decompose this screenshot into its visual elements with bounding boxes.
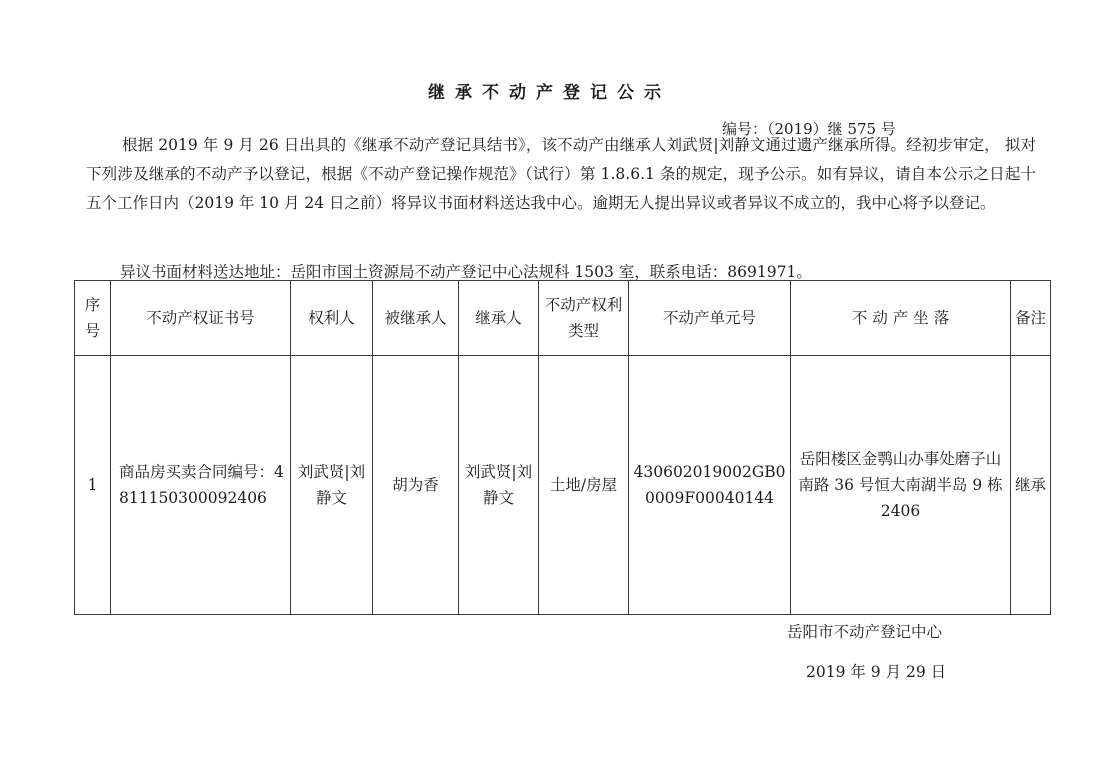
issue-date: 2019 年 9 月 29 日 [806,663,947,681]
header-note: 备注 [1011,281,1051,356]
header-seq: 序号 [75,281,111,356]
cell-certificate-number: 商品房买卖合同编号：4811150300092406 [111,356,291,615]
cell-right-type: 土地/房屋 [539,356,629,615]
cell-location: 岳阳楼区金鹗山办事处磨子山南路 36 号恒大南湖半岛 9 栋 2406 [791,356,1011,615]
header-unit-number: 不动产单元号 [629,281,791,356]
header-certificate-number: 不动产权证书号 [111,281,291,356]
cell-deceased: 胡为香 [373,356,459,615]
header-heir: 继承人 [459,281,539,356]
header-right-type: 不动产权利类型 [539,281,629,356]
table-row [75,356,1051,615]
issuing-organization: 岳阳市不动产登记中心 [787,623,943,641]
header-location: 不 动 产 坐 落 [791,281,1011,356]
header-deceased: 被继承人 [373,281,459,356]
notice-body-paragraph: 根据 2019 年 9 月 26 日出具的《继承不动产登记具结书》，该不动产由继承人刘武贤|刘静文通过遗产继承所得。经初步审定， 拟对下列涉及继承的不动产予以登记，根据《不动产登记操作规范》（试行）第 1.8.6.1 条的规定，现予公示。如有异议，请自本公示之日起十五个工作日内（2019 年 10 月 24 日之前）将异议书面材料送达我中心。逾期无人提出异议或者异议不成立的，我中心将予以登记。 [86,136,1036,212]
cell-heir: 刘武贤|刘静文 [459,356,539,615]
cell-note: 继承 [1011,356,1051,615]
cell-owner: 刘武贤|刘静文 [291,356,373,615]
notice-title: 继承不动产登记公示 [428,83,671,103]
registration-table [74,280,1051,615]
table-header-row [75,281,1051,356]
document-number: 编号：（2019）继 575 号 [722,120,896,138]
objection-address: 异议书面材料送达地址：岳阳市国土资源局不动产登记中心法规科 1503 室，联系电话：8691971。 [120,263,812,281]
header-owner: 权利人 [291,281,373,356]
cell-unit-number: 430602019002GB00009F00040144 [629,356,791,615]
cell-seq: 1 [75,356,111,615]
